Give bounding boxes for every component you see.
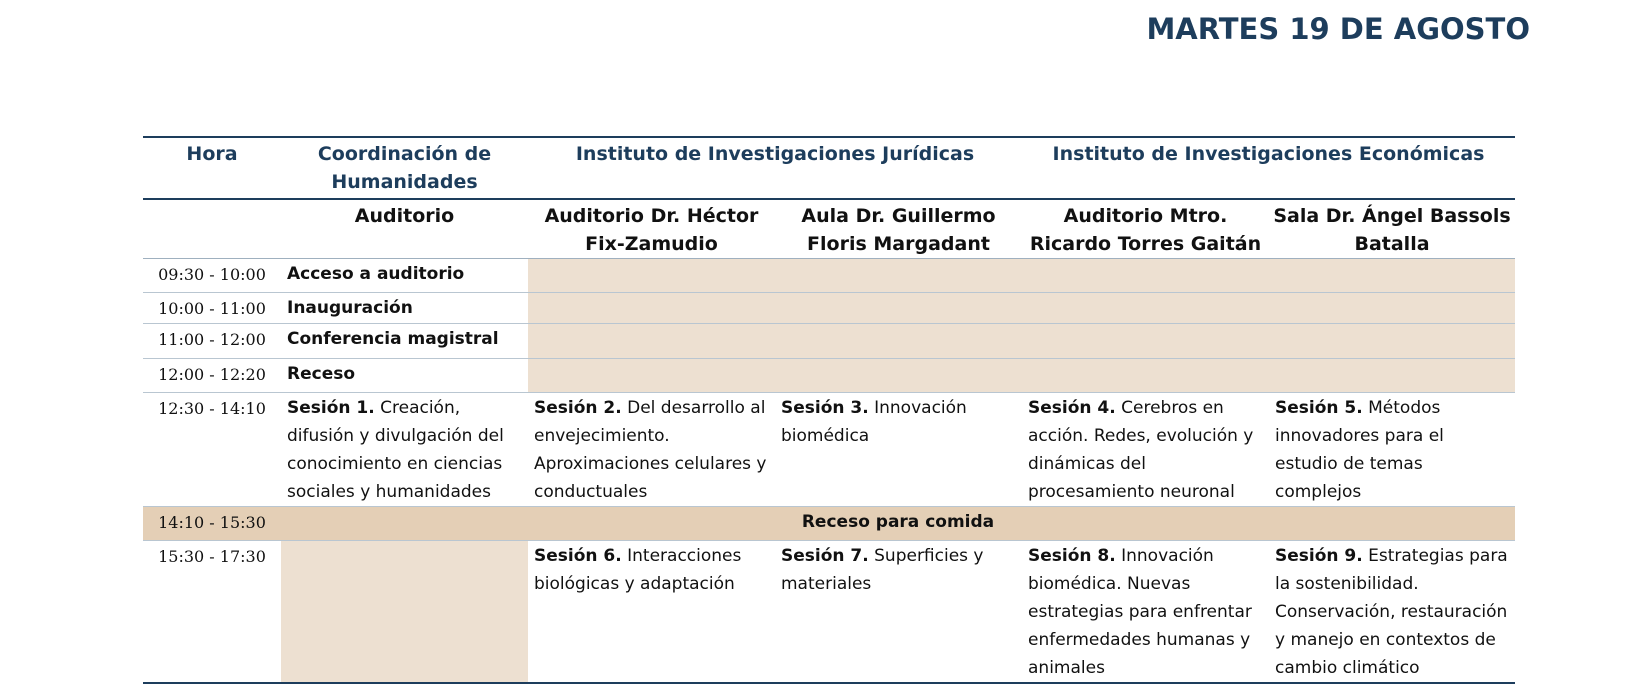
table-row bbox=[143, 324, 1515, 359]
time-cell: 11:00 - 12:00 bbox=[143, 324, 281, 359]
activity-cell: Inauguración bbox=[281, 293, 528, 324]
session-label: Sesión 2. bbox=[534, 398, 622, 418]
session-cell bbox=[1269, 393, 1515, 507]
empty-cell bbox=[528, 293, 1515, 324]
session-cell bbox=[1022, 541, 1269, 684]
page-title: MARTES 19 DE AGOSTO bbox=[1146, 12, 1530, 46]
session-label: Sesión 3. bbox=[781, 398, 869, 418]
session-label: Sesión 7. bbox=[781, 546, 869, 566]
session-row bbox=[143, 541, 1515, 684]
header-juridicas: Instituto de Investigaciones Jurídicas bbox=[528, 137, 1022, 199]
session-label: Sesión 5. bbox=[1275, 398, 1363, 418]
session-title: Cerebros en acción. Redes, evolución y dinámicas del procesamiento neuronal bbox=[1028, 398, 1254, 502]
hall-floris: Aula Dr. Guillermo Floris Margadant bbox=[775, 199, 1022, 259]
session-label: Sesión 8. bbox=[1028, 546, 1116, 566]
table-row bbox=[143, 293, 1515, 324]
hall-torres: Auditorio Mtro. Ricardo Torres Gaitán bbox=[1022, 199, 1269, 259]
empty-cell bbox=[281, 541, 528, 684]
session-cell bbox=[1269, 541, 1515, 684]
time-cell: 09:30 - 10:00 bbox=[143, 259, 281, 293]
session-label: Sesión 4. bbox=[1028, 398, 1116, 418]
header-group-row bbox=[143, 137, 1515, 199]
table-row bbox=[143, 259, 1515, 293]
header-hall-blank bbox=[143, 199, 281, 259]
time-cell: 15:30 - 17:30 bbox=[143, 541, 281, 684]
header-coordinacion: Coordinación de Humanidades bbox=[281, 137, 528, 199]
session-title: Superficies y materiales bbox=[781, 546, 984, 594]
time-cell: 12:30 - 14:10 bbox=[143, 393, 281, 507]
lunch-label: Receso para comida bbox=[281, 507, 1515, 541]
session-cell bbox=[775, 541, 1022, 684]
activity-cell: Receso bbox=[281, 359, 528, 393]
activity-cell: Conferencia magistral bbox=[281, 324, 528, 359]
session-row bbox=[143, 393, 1515, 507]
session-cell bbox=[281, 393, 528, 507]
session-label: Sesión 6. bbox=[534, 546, 622, 566]
time-cell: 14:10 - 15:30 bbox=[143, 507, 281, 541]
hall-bassols: Sala Dr. Ángel Bassols Batalla bbox=[1269, 199, 1515, 259]
lunch-row bbox=[143, 507, 1515, 541]
session-title: Innovación biomédica bbox=[781, 398, 967, 446]
empty-cell bbox=[528, 259, 1515, 293]
session-title: Innovación biomédica. Nuevas estrategias para enfrentar enfermedades humanas y animales bbox=[1028, 546, 1252, 678]
session-cell bbox=[528, 393, 775, 507]
session-title: Métodos innovadores para el estudio de temas complejos bbox=[1275, 398, 1444, 502]
hall-fix-zamudio: Auditorio Dr. Héctor Fix-Zamudio bbox=[528, 199, 775, 259]
session-cell bbox=[775, 393, 1022, 507]
time-cell: 10:00 - 11:00 bbox=[143, 293, 281, 324]
session-cell bbox=[1022, 393, 1269, 507]
activity-cell: Acceso a auditorio bbox=[281, 259, 528, 293]
session-cell bbox=[528, 541, 775, 684]
empty-cell bbox=[528, 324, 1515, 359]
hall-auditorio: Auditorio bbox=[281, 199, 528, 259]
schedule-table bbox=[143, 136, 1515, 684]
session-label: Sesión 1. bbox=[287, 398, 375, 418]
session-title: Creación, difusión y divulgación del conocimiento en ciencias sociales y humanidades bbox=[287, 398, 504, 502]
empty-cell bbox=[528, 359, 1515, 393]
header-economicas: Instituto de Investigaciones Económicas bbox=[1022, 137, 1515, 199]
session-label: Sesión 9. bbox=[1275, 546, 1363, 566]
table-row bbox=[143, 359, 1515, 393]
session-title: Del desarrollo al envejecimiento. Aproximaciones celulares y conductuales bbox=[534, 398, 767, 502]
session-title: Estrategias para la sostenibilidad. Conservación, restauración y manejo en contextos de cambio climático bbox=[1275, 546, 1508, 678]
header-hall-row bbox=[143, 199, 1515, 259]
header-hora: Hora bbox=[143, 137, 281, 199]
time-cell: 12:00 - 12:20 bbox=[143, 359, 281, 393]
session-title: Interacciones biológicas y adaptación bbox=[534, 546, 742, 594]
